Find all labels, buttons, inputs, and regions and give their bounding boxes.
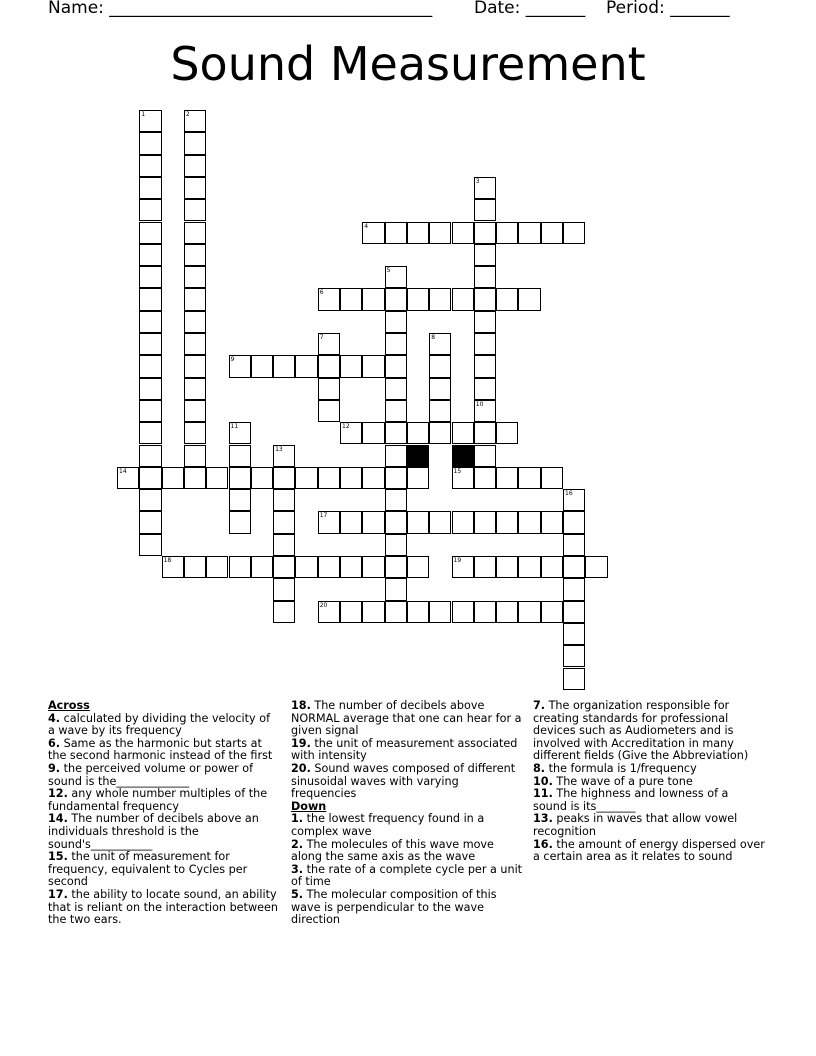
clue-number: 14 bbox=[119, 467, 127, 475]
clue-number-label: 11. bbox=[533, 787, 553, 801]
clue-number: 5 bbox=[386, 267, 391, 275]
clue-number: 4 bbox=[364, 222, 369, 230]
crossword-cell[interactable] bbox=[474, 177, 496, 199]
crossword-cell[interactable] bbox=[429, 333, 451, 355]
crossword-cell[interactable] bbox=[429, 422, 451, 444]
crossword-cell[interactable] bbox=[229, 511, 251, 533]
clue-item bbox=[48, 788, 280, 813]
crossword-cell[interactable] bbox=[407, 601, 429, 623]
clue-text: the formula is 1/frequency bbox=[545, 761, 697, 775]
crossword-cell[interactable] bbox=[385, 511, 407, 533]
clue-item bbox=[291, 700, 523, 738]
clue-number-label: 1. bbox=[291, 812, 304, 826]
clue-number: 7 bbox=[319, 334, 324, 341]
crossword-cell[interactable] bbox=[563, 534, 585, 556]
crossword-cell[interactable] bbox=[139, 132, 161, 154]
crossword-cell[interactable] bbox=[139, 266, 161, 288]
crossword-cell[interactable] bbox=[184, 467, 206, 489]
clue-number-label: 15. bbox=[48, 850, 68, 864]
crossword-cell[interactable] bbox=[206, 467, 228, 489]
crossword-cell[interactable] bbox=[563, 578, 585, 600]
crossword-cell[interactable] bbox=[295, 355, 317, 377]
crossword-cell[interactable] bbox=[139, 110, 161, 132]
crossword-cell[interactable] bbox=[184, 155, 206, 177]
crossword-cell[interactable] bbox=[496, 511, 518, 533]
clue-number-label: 7. bbox=[533, 699, 546, 712]
clue-number: 1 bbox=[141, 111, 146, 118]
crossword-cell[interactable] bbox=[474, 601, 496, 623]
crossword-cell[interactable] bbox=[340, 355, 362, 377]
clue-text: The number of decibels above NORMAL average that one can hear for a given signal bbox=[291, 699, 522, 738]
crossword-cell[interactable] bbox=[229, 467, 251, 489]
crossword-cell[interactable] bbox=[407, 288, 429, 310]
crossword-cell[interactable] bbox=[139, 445, 161, 467]
crossword-cell[interactable] bbox=[139, 489, 161, 511]
crossword-cell[interactable] bbox=[184, 422, 206, 444]
crossword-cell[interactable] bbox=[541, 601, 563, 623]
crossword-cell[interactable] bbox=[385, 355, 407, 377]
crossword-cell[interactable] bbox=[251, 467, 273, 489]
clue-text: The molecular composition of this wave is perpendicular to the wave direction bbox=[291, 887, 497, 927]
clue-number-label: 19. bbox=[291, 736, 311, 750]
crossword-cell[interactable] bbox=[318, 511, 340, 533]
crossword-cell[interactable] bbox=[385, 222, 407, 244]
clue-number: 2 bbox=[185, 111, 190, 118]
crossword-cell[interactable] bbox=[474, 422, 496, 444]
crossword-cell[interactable] bbox=[563, 668, 585, 690]
crossword-cell[interactable] bbox=[585, 556, 607, 578]
clue-number: 6 bbox=[319, 289, 324, 297]
crossword-cell[interactable] bbox=[139, 467, 161, 489]
crossword-cell[interactable] bbox=[429, 378, 451, 400]
clue-number-label: 12. bbox=[48, 787, 68, 801]
crossword-cell[interactable] bbox=[563, 645, 585, 667]
crossword-cell[interactable] bbox=[139, 355, 161, 377]
crossword-cell[interactable] bbox=[429, 222, 451, 244]
crossword-cell[interactable] bbox=[273, 445, 295, 467]
crossword-cell[interactable] bbox=[518, 556, 540, 578]
clue-number-label: 16. bbox=[533, 837, 553, 851]
crossword-cell[interactable] bbox=[496, 556, 518, 578]
crossword-cell[interactable] bbox=[385, 400, 407, 422]
clue-number: 20 bbox=[319, 601, 328, 609]
crossword-cell[interactable] bbox=[229, 355, 251, 377]
crossword-cell[interactable] bbox=[474, 378, 496, 400]
crossword-black-cell bbox=[407, 445, 429, 467]
crossword-cell[interactable] bbox=[362, 511, 384, 533]
crossword-cell[interactable] bbox=[273, 511, 295, 533]
clue-text: any whole number multiples of the fundamental frequency bbox=[48, 787, 268, 813]
crossword-cell[interactable] bbox=[362, 355, 384, 377]
clue-text: the ability to locate sound, an ability that is reliant on the interaction between the two ears. bbox=[48, 887, 278, 927]
crossword-cell[interactable] bbox=[563, 222, 585, 244]
crossword-cell[interactable] bbox=[273, 534, 295, 556]
clue-column-1 bbox=[48, 700, 280, 927]
crossword-cell[interactable] bbox=[541, 511, 563, 533]
crossword-cell[interactable] bbox=[407, 511, 429, 533]
crossword-cell[interactable] bbox=[385, 288, 407, 310]
crossword-cell[interactable] bbox=[184, 445, 206, 467]
crossword-cell[interactable] bbox=[407, 422, 429, 444]
crossword-cell[interactable] bbox=[362, 467, 384, 489]
clue-item bbox=[533, 813, 765, 838]
worksheet-header bbox=[0, 0, 816, 22]
crossword-cell[interactable] bbox=[518, 601, 540, 623]
crossword-cell[interactable] bbox=[541, 556, 563, 578]
crossword-cell[interactable] bbox=[184, 110, 206, 132]
crossword-cell[interactable] bbox=[139, 311, 161, 333]
name-field-label[interactable]: Name: ______________________________________ bbox=[48, 0, 433, 18]
clue-text: the unit of measurement for frequency, equivalent to Cycles per second bbox=[48, 850, 248, 889]
crossword-cell[interactable] bbox=[273, 467, 295, 489]
clue-number-label: 14. bbox=[48, 812, 68, 826]
crossword-cell[interactable] bbox=[184, 199, 206, 221]
clue-number-label: 17. bbox=[48, 887, 68, 901]
clue-text: the amount of energy dispersed over a certain area as it relates to sound bbox=[533, 837, 765, 864]
crossword-cell[interactable] bbox=[295, 467, 317, 489]
clue-text: the unit of measurement associated with intensity bbox=[291, 736, 518, 763]
period-field-label[interactable]: Period: _______ bbox=[606, 0, 730, 18]
crossword-cell[interactable] bbox=[563, 601, 585, 623]
clue-number-label: 18. bbox=[291, 699, 311, 712]
crossword-cell[interactable] bbox=[474, 266, 496, 288]
crossword-cell[interactable] bbox=[496, 222, 518, 244]
crossword-cell[interactable] bbox=[139, 378, 161, 400]
clue-item bbox=[533, 788, 765, 813]
crossword-cell[interactable] bbox=[474, 400, 496, 422]
clue-number: 8 bbox=[431, 334, 436, 341]
clue-number-label: 3. bbox=[291, 862, 304, 876]
crossword-cell[interactable] bbox=[385, 266, 407, 288]
clue-text: The number of decibels above an individuals threshold is the sound's___________ bbox=[48, 812, 259, 851]
clue-item bbox=[48, 763, 280, 788]
across-clue-list-part2 bbox=[291, 700, 523, 801]
crossword-cell[interactable] bbox=[385, 311, 407, 333]
crossword-cell[interactable] bbox=[452, 222, 474, 244]
crossword-cell[interactable] bbox=[362, 422, 384, 444]
clue-number-label: 5. bbox=[291, 887, 304, 901]
crossword-cell[interactable] bbox=[452, 511, 474, 533]
date-field-label[interactable]: Date: _______ bbox=[474, 0, 586, 18]
crossword-cell[interactable] bbox=[184, 333, 206, 355]
crossword-cell[interactable] bbox=[229, 445, 251, 467]
crossword-cell[interactable] bbox=[474, 244, 496, 266]
crossword-cell[interactable] bbox=[139, 199, 161, 221]
clue-item bbox=[291, 889, 523, 927]
crossword-cell[interactable] bbox=[474, 311, 496, 333]
puzzle-title: Sound Measurement bbox=[170, 37, 646, 91]
clue-number-label: 10. bbox=[533, 774, 553, 788]
crossword-cell[interactable] bbox=[385, 578, 407, 600]
crossword-cell[interactable] bbox=[474, 355, 496, 377]
crossword-cell[interactable] bbox=[229, 489, 251, 511]
clue-text: Same as the harmonic but starts at the second harmonic instead of the first bbox=[48, 736, 273, 763]
crossword-cell[interactable] bbox=[139, 288, 161, 310]
clue-number: 3 bbox=[475, 177, 480, 185]
crossword-cell[interactable] bbox=[273, 556, 295, 578]
crossword-cell[interactable] bbox=[474, 467, 496, 489]
crossword-cell[interactable] bbox=[362, 222, 384, 244]
crossword-cell[interactable] bbox=[318, 288, 340, 310]
across-heading: Across bbox=[48, 699, 90, 712]
crossword-cell[interactable] bbox=[362, 556, 384, 578]
across-clue-list-part1 bbox=[48, 713, 280, 927]
crossword-cell[interactable] bbox=[184, 311, 206, 333]
crossword-cell[interactable] bbox=[407, 222, 429, 244]
clue-number: 12 bbox=[342, 423, 350, 431]
crossword-cell[interactable] bbox=[318, 556, 340, 578]
crossword-cell[interactable] bbox=[340, 601, 362, 623]
crossword-cell[interactable] bbox=[474, 333, 496, 355]
crossword-cell[interactable] bbox=[184, 556, 206, 578]
crossword-cell[interactable] bbox=[184, 378, 206, 400]
crossword-cell[interactable] bbox=[340, 422, 362, 444]
clue-text: the lowest frequency found in a complex wave bbox=[291, 812, 485, 838]
crossword-cell[interactable] bbox=[407, 467, 429, 489]
crossword-cell[interactable] bbox=[541, 467, 563, 489]
crossword-cell[interactable] bbox=[429, 355, 451, 377]
clue-number: 16 bbox=[565, 490, 573, 498]
clue-text: calculated by dividing the velocity of a wave by its frequency bbox=[48, 711, 271, 738]
crossword-cell[interactable] bbox=[162, 467, 184, 489]
crossword-cell[interactable] bbox=[184, 266, 206, 288]
clue-text: Sound waves composed of different sinusoidal waves with varying frequencies bbox=[291, 761, 516, 801]
crossword-cell[interactable] bbox=[563, 556, 585, 578]
clue-text: peaks in waves that allow vowel recognition bbox=[533, 812, 738, 838]
crossword-cell[interactable] bbox=[340, 556, 362, 578]
clue-number-label: 13. bbox=[533, 812, 553, 826]
crossword-cell[interactable] bbox=[184, 244, 206, 266]
clue-number-label: 20. bbox=[291, 761, 311, 775]
clue-item bbox=[533, 839, 765, 864]
crossword-cell[interactable] bbox=[273, 489, 295, 511]
crossword-cell[interactable] bbox=[295, 556, 317, 578]
crossword-cell[interactable] bbox=[452, 422, 474, 444]
crossword-cell[interactable] bbox=[206, 556, 228, 578]
crossword-cell[interactable] bbox=[385, 378, 407, 400]
clue-item bbox=[533, 700, 765, 763]
crossword-cell[interactable] bbox=[139, 177, 161, 199]
clue-number: 9 bbox=[230, 356, 235, 364]
crossword-cell[interactable] bbox=[318, 378, 340, 400]
crossword-black-cell bbox=[452, 445, 474, 467]
crossword-cell[interactable] bbox=[318, 467, 340, 489]
crossword-cell[interactable] bbox=[385, 333, 407, 355]
clue-item bbox=[291, 813, 523, 838]
crossword-cell[interactable] bbox=[385, 445, 407, 467]
crossword-cell[interactable] bbox=[273, 578, 295, 600]
crossword-cell[interactable] bbox=[452, 601, 474, 623]
clue-number: 11 bbox=[230, 423, 239, 431]
crossword-cell[interactable] bbox=[385, 556, 407, 578]
crossword-cell[interactable] bbox=[496, 422, 518, 444]
crossword-cell[interactable] bbox=[385, 489, 407, 511]
crossword-cell[interactable] bbox=[429, 400, 451, 422]
crossword-cell[interactable] bbox=[429, 288, 451, 310]
crossword-cell[interactable] bbox=[184, 222, 206, 244]
down-clue-list-part2 bbox=[533, 700, 765, 864]
clue-item bbox=[48, 738, 280, 763]
crossword-cell[interactable] bbox=[273, 355, 295, 377]
crossword-cell[interactable] bbox=[362, 288, 384, 310]
crossword-cell[interactable] bbox=[184, 132, 206, 154]
clue-text: The wave of a pure tone bbox=[552, 774, 693, 788]
crossword-cell[interactable] bbox=[496, 467, 518, 489]
crossword-cell[interactable] bbox=[117, 467, 139, 489]
crossword-cell[interactable] bbox=[184, 177, 206, 199]
clue-item bbox=[48, 889, 280, 927]
crossword-cell[interactable] bbox=[563, 623, 585, 645]
clue-item bbox=[291, 864, 523, 889]
crossword-cell[interactable] bbox=[474, 556, 496, 578]
crossword-cell[interactable] bbox=[318, 400, 340, 422]
clue-text: The molecules of this wave move along the same axis as the wave bbox=[291, 837, 494, 864]
clue-item bbox=[48, 713, 280, 738]
clue-number-label: 6. bbox=[48, 736, 61, 750]
clue-column-2 bbox=[291, 700, 523, 927]
crossword-cell[interactable] bbox=[229, 422, 251, 444]
clue-item bbox=[291, 763, 523, 801]
clue-number: 19 bbox=[453, 557, 462, 564]
clue-text: the perceived volume or power of sound is the_____________ bbox=[48, 761, 254, 788]
crossword-cell[interactable] bbox=[496, 601, 518, 623]
crossword-cell[interactable] bbox=[318, 355, 340, 377]
clue-number: 13 bbox=[275, 445, 283, 453]
crossword-cell[interactable] bbox=[474, 445, 496, 467]
crossword-cell[interactable] bbox=[452, 467, 474, 489]
crossword-cell[interactable] bbox=[362, 601, 384, 623]
crossword-cell[interactable] bbox=[385, 422, 407, 444]
clue-item bbox=[291, 738, 523, 763]
crossword-cell[interactable] bbox=[518, 467, 540, 489]
clue-text: the rate of a complete cycle per a unit of time bbox=[291, 862, 523, 889]
crossword-cell[interactable] bbox=[541, 222, 563, 244]
crossword-cell[interactable] bbox=[184, 288, 206, 310]
crossword-cell[interactable] bbox=[139, 511, 161, 533]
crossword-cell[interactable] bbox=[318, 601, 340, 623]
crossword-cell[interactable] bbox=[139, 422, 161, 444]
crossword-cell[interactable] bbox=[563, 489, 585, 511]
clue-number-label: 4. bbox=[48, 711, 61, 725]
crossword-cell[interactable] bbox=[452, 288, 474, 310]
clue-text: The organization responsible for creating standards for professional devices such as Audiometers and is involved with Accreditation in many different fields (Give the Abbreviation) bbox=[533, 699, 749, 763]
crossword-cell[interactable] bbox=[139, 333, 161, 355]
clue-item bbox=[48, 813, 280, 851]
crossword-cell[interactable] bbox=[139, 222, 161, 244]
clue-number: 15 bbox=[453, 467, 462, 475]
crossword-cell[interactable] bbox=[385, 601, 407, 623]
crossword-cell[interactable] bbox=[184, 355, 206, 377]
crossword-cell[interactable] bbox=[229, 556, 251, 578]
crossword-cell[interactable] bbox=[139, 244, 161, 266]
crossword-cell[interactable] bbox=[340, 288, 362, 310]
crossword-cell[interactable] bbox=[452, 556, 474, 578]
crossword-cell[interactable] bbox=[474, 511, 496, 533]
clue-number-label: 9. bbox=[48, 761, 61, 775]
crossword-cell[interactable] bbox=[251, 355, 273, 377]
crossword-cell[interactable] bbox=[184, 400, 206, 422]
crossword-cell[interactable] bbox=[474, 288, 496, 310]
crossword-cell[interactable] bbox=[251, 556, 273, 578]
crossword-cell[interactable] bbox=[496, 288, 518, 310]
clue-text: The highness and lowness of a sound is its_______ bbox=[533, 787, 729, 813]
clue-number: 18 bbox=[163, 557, 172, 564]
crossword-cell[interactable] bbox=[139, 400, 161, 422]
crossword-cell[interactable] bbox=[474, 199, 496, 221]
clue-column-3 bbox=[533, 700, 765, 864]
down-clue-list-part1 bbox=[291, 813, 523, 926]
clue-item bbox=[48, 851, 280, 889]
crossword-cell[interactable] bbox=[273, 601, 295, 623]
crossword-cell[interactable] bbox=[474, 222, 496, 244]
clue-number-label: 2. bbox=[291, 837, 304, 851]
crossword-cell[interactable] bbox=[385, 467, 407, 489]
crossword-cell[interactable] bbox=[162, 556, 184, 578]
crossword-cell[interactable] bbox=[385, 534, 407, 556]
down-heading: Down bbox=[291, 799, 327, 813]
crossword-cell[interactable] bbox=[429, 511, 451, 533]
crossword-cell[interactable] bbox=[407, 556, 429, 578]
crossword-cell[interactable] bbox=[318, 333, 340, 355]
crossword-cell[interactable] bbox=[518, 511, 540, 533]
clue-number: 17 bbox=[319, 512, 328, 520]
crossword-cell[interactable] bbox=[518, 222, 540, 244]
crossword-cell[interactable] bbox=[139, 155, 161, 177]
crossword-cell[interactable] bbox=[518, 288, 540, 310]
clue-number: 10 bbox=[475, 400, 484, 408]
crossword-cell[interactable] bbox=[139, 534, 161, 556]
crossword-cell[interactable] bbox=[563, 511, 585, 533]
clue-number-label: 8. bbox=[533, 761, 546, 775]
crossword-cell[interactable] bbox=[429, 601, 451, 623]
crossword-cell[interactable] bbox=[340, 467, 362, 489]
clue-item bbox=[291, 839, 523, 864]
crossword-cell[interactable] bbox=[340, 511, 362, 533]
